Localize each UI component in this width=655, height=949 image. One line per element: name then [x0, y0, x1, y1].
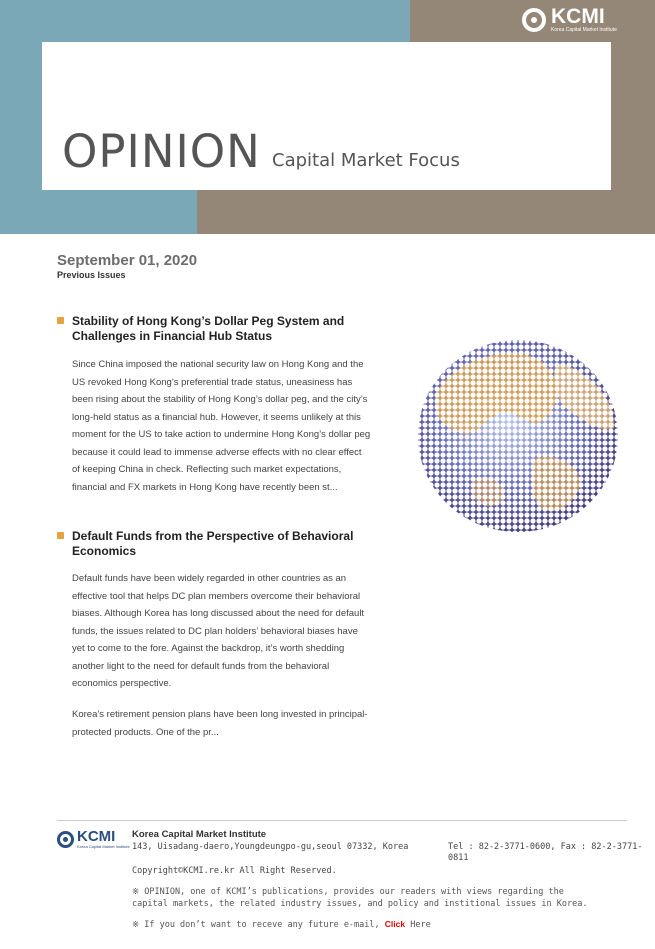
kcmi-logo-icon	[522, 8, 546, 32]
footer-kcmi-logo[interactable]	[57, 829, 130, 849]
unsubscribe-here: Here	[410, 920, 431, 930]
article-2-title[interactable]: Default Funds from the Perspective of Behavioral Economics	[72, 529, 354, 558]
banner-taupe-bottom	[197, 190, 655, 234]
footer-logo-subtext: Korea Capital Market Institute	[77, 844, 130, 849]
logo-name: KCMI	[551, 5, 605, 28]
kcmi-logo[interactable]	[522, 6, 617, 33]
kcmi-logo-icon	[57, 831, 74, 848]
unsubscribe-text: ※ If you don’t want to receve any future e-mail,	[132, 920, 380, 930]
institute-phone: Tel : 82-2-3771-0600, Fax : 82-2-3771-0811	[448, 842, 643, 863]
header-banner	[0, 0, 655, 234]
footer-divider	[57, 820, 627, 821]
bullet-icon	[57, 532, 64, 539]
publication-note: ※ OPINION, one of KCMI’s publications, provides our readers with views regarding the capital markets, the related industry issues, and policy and institional issues in Korea.	[132, 887, 588, 909]
unsubscribe-line	[132, 919, 431, 930]
institute-address: 143, Uisadang-daero,Youngdeungpo-gu,seoul 07332, Korea	[132, 842, 409, 852]
article-1-title[interactable]: Stability of Hong Kong’s Dollar Peg System and Challenges in Financial Hub Status	[72, 314, 345, 343]
institute-name: Korea Capital Market Institute	[132, 829, 267, 840]
previous-issues-link[interactable]: Previous Issues	[57, 270, 126, 280]
logo-subtext: Korea Capital Market Institute	[551, 27, 617, 33]
article-2-body: Default funds have been widely regarded in other countries as an effective tool that helps DC plan members overcome their behavioral biases. Although Korea has long discussed about the need for default funds, the issues related to DC plan holders’ behavioral biases have yet to come to the fore. Against the backdrop, it’s worth shedding another light to the need for default funds from the behavioral economics perspective.	[72, 573, 365, 689]
footer-logo-name: KCMI	[77, 828, 116, 845]
article-1-body: Since China imposed the national security law on Hong Kong and the US revoked Hong Kong’s preferential trade status, uneasiness has been rising about the stability of Hong Kong’s dollar peg, and the city’s long-held status as a financial hub. However, it seems unlikely at this moment for the US to take action to undermine Hong Kong’s dollar peg because it could lead to immense adverse effects with no clear effect of keeping China in check. Reflecting such market expectations, financial and FX markets in Hong Kong have recently been st...	[72, 359, 371, 493]
article-2-body-continued: Korea’s retirement pension plans have been long invested in principal-protected products. One of the pr...	[72, 709, 368, 738]
issue-date: September 01, 2020	[57, 252, 198, 269]
bullet-icon	[57, 317, 64, 324]
banner-teal-bottom	[0, 190, 197, 234]
unsubscribe-click-link[interactable]: Click	[384, 919, 406, 929]
copyright: Copyright©KCMI.re.kr All Right Reserved.	[132, 866, 337, 876]
page-subtitle: Capital Market Focus	[272, 150, 460, 171]
page-title: OPINION	[62, 125, 261, 178]
dotted-globe-image	[416, 338, 620, 534]
